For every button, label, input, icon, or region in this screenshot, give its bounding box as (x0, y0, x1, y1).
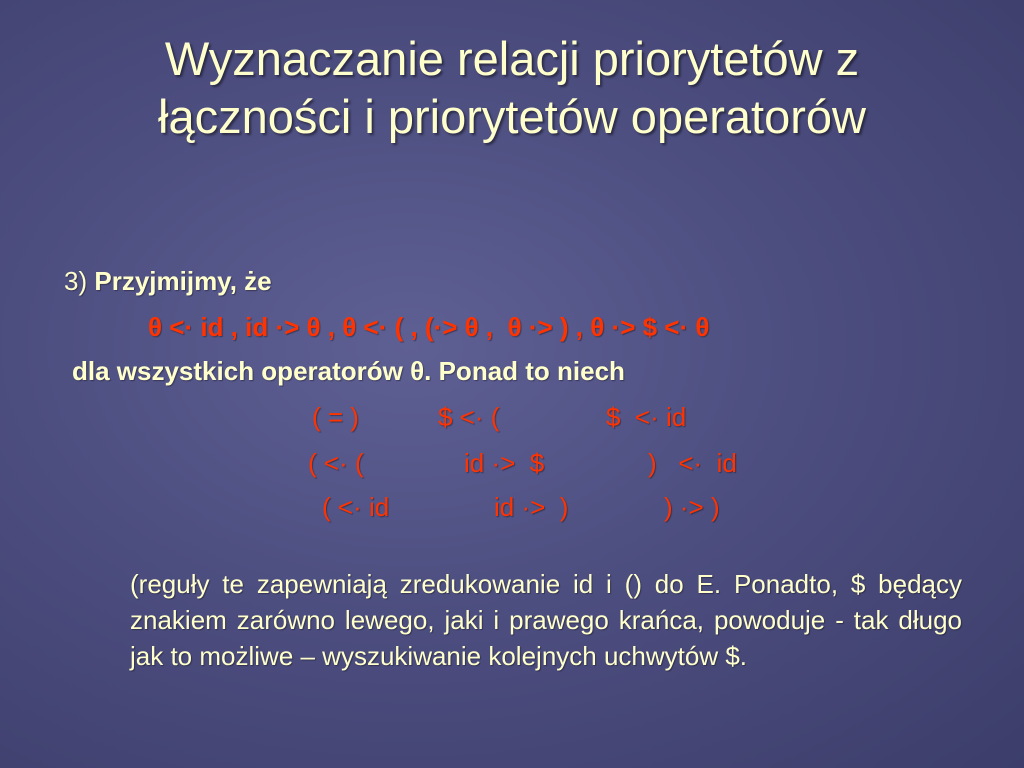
table-cell-r2c3: ) <· id (648, 448, 737, 478)
table-cell-r3c1: ( <· id (322, 492, 390, 522)
table-cell-r1c2: $ <· ( (438, 402, 500, 432)
slide-title (40, 30, 984, 146)
table-cell-r3c2: id ·> ) (494, 492, 569, 522)
item-heading (64, 266, 272, 296)
note-paragraph: (reguły te zapewniają zredukowanie id i () do E. Ponadto, $ będący znakiem zarówno lewego, jaki i prawego krańca, powoduje - tak długo jak to możliwe – wyszukiwanie kolejnych uchwytów $. (130, 569, 962, 671)
title-line-1: Wyznaczanie relacji priorytetów z (164, 32, 860, 85)
item-number: 3) (64, 266, 88, 296)
table-cell-r3c3: ) ·> ) (664, 492, 720, 522)
table-cell-r1c1: ( = ) (312, 402, 359, 432)
title-line-2: łączności i priorytetów operatorów (158, 90, 866, 143)
table-cell-r2c2: id ·> $ (464, 448, 545, 478)
table-cell-r2c1: ( <· ( (308, 448, 364, 478)
item-lead: Przyjmijmy, że (94, 266, 272, 296)
table-cell-r1c3: $ <· id (606, 402, 687, 432)
relations-line: θ <· id , id ·> θ , θ <· ( , (·> θ , θ ·> ) , θ ·> $ <· θ (148, 312, 710, 342)
for-all-line: dla wszystkich operatorów θ. Ponad to niech (72, 356, 625, 386)
